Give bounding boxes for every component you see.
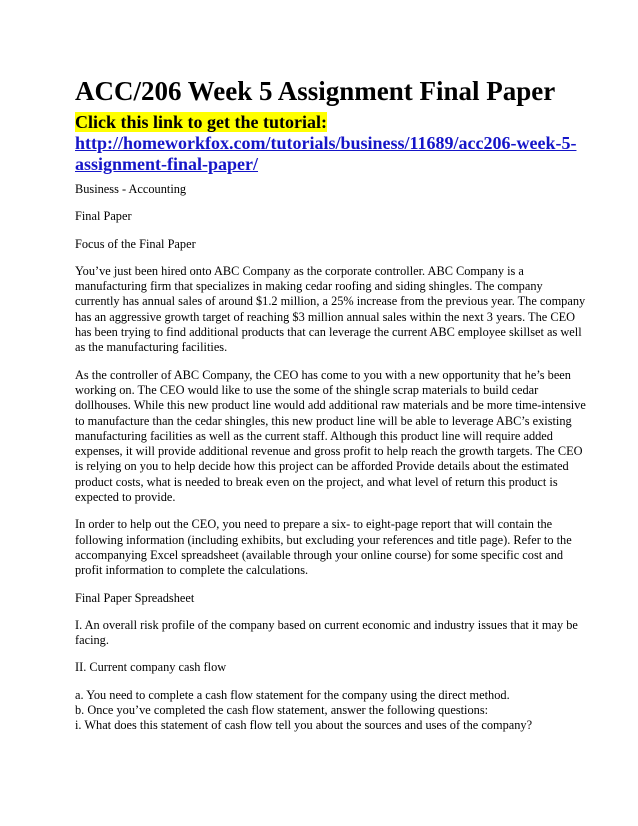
tutorial-label: Click this link to get the tutorial:	[75, 112, 327, 132]
list-item-cash-flow: II. Current company cash flow	[75, 660, 227, 675]
paragraph-intro: You’ve just been hired onto ABC Company as the corporate controller. ABC Company is a manufacturing firm that specializes in making cedar roofing and siding shingles. The company currently has annual sales of around $1.2 million, a 25% increase from the previous year. The company has an aggressive growth target of reaching $3 million annual sales within the next 3 years. The CEO has been trying to find additional products that can leverage the current ABC employee skillset as well as the manufacturing facilities.	[75, 263, 586, 355]
list-item-cash-flow-i: i. What does this statement of cash flow tell you about the sources and uses of the company?	[75, 718, 533, 733]
tutorial-block	[75, 112, 586, 175]
list-item-risk-profile: I. An overall risk profile of the company based on current economic and industry issues that it may be facing.	[75, 617, 578, 648]
paragraph-opportunity: As the controller of ABC Company, the CEO has come to you with a new opportunity that he’s been working on. The CEO would like to use the some of the shingle scrap materials to build cedar dollhouses. While this new product line would add additional raw materials and be more time-intensive to manufacture than the cedar shingles, this new product line will be able to leverage ABC’s existing manufacturing facilities as well as the current staff. Although this product line will require added expenses, it will provide additional revenue and gross profit to help reach the growth targets. The CEO is relying on you to help decide how this project can be afforded Provide details about the estimated product costs, what is needed to break even on the project, and what level of return this product is expected to provide.	[75, 367, 586, 505]
section-heading-spreadsheet: Final Paper Spreadsheet	[75, 590, 195, 605]
category-text: Business - Accounting	[75, 182, 187, 196]
list-item-cash-flow-b: b. Once you’ve completed the cash flow statement, answer the following questions:	[75, 703, 489, 718]
section-heading-focus: Focus of the Final Paper	[75, 236, 196, 251]
document-title: ACC/206 Week 5 Assignment Final Paper	[75, 76, 556, 106]
paragraph-report: In order to help out the CEO, you need to prepare a six- to eight-page report that will contain the following information (including exhibits, but excluding your references and title page). Refer to the accompanying Excel spreadsheet (available through your online course) for some specific cost and profit information to complete the calculations.	[75, 517, 572, 578]
tutorial-link[interactable]: http://homeworkfox.com/tutorials/business/11689/acc206-week-5-assignment-final-paper/	[75, 133, 577, 174]
list-item-cash-flow-a: a. You need to complete a cash flow statement for the company using the direct method.	[75, 687, 510, 702]
section-heading-final-paper: Final Paper	[75, 209, 132, 224]
